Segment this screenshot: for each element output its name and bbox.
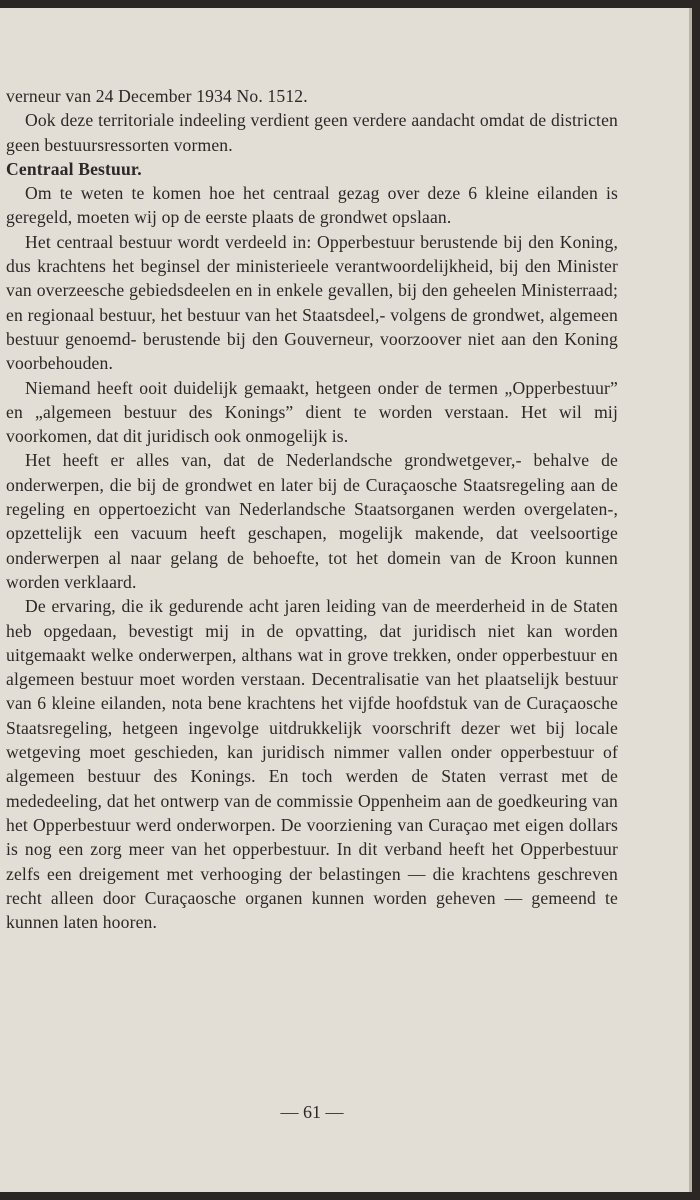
document-page — [0, 8, 692, 1192]
paragraph: Niemand heeft ooit duidelijk gemaakt, hetgeen onder de termen „Opperbestuur” en „algemeen bestuur des Konings” dient te worden verstaan. Het wil mij voorkomen, dat dit juridisch ook onmogelijk is. — [6, 377, 618, 447]
paragraph: De ervaring, die ik gedurende acht jaren leiding van de meerderheid in de Staten heb opgedaan, bevestigt mij in de opvatting, dat juridisch niet kan worden uitgemaakt welke onderwerpen, althans wat in grove trekken, onder opperbestuur en algemeen bestuur moet worden verstaan. Decentralisatie van het plaatselijk bestuur van 6 kleine eilanden, nota bene krachtens het vijfde hoofdstuk van de Curaçaosche Staatsregeling, hetgeen ingevolge uitdrukkelijk voorschrift dezer wet bij locale wetgeving moet geschieden, kan juridisch nimmer vallen onder opperbestuur of algemeen bestuur des Konings. En toch werden de Staten verrast met de mededeeling, dat het ontwerp van de commissie Oppenheim aan de goedkeuring van het Opperbestuur werd onderworpen. De voorziening van Curaçao met eigen dollars is nog een zorg meer van het opperbestuur. In dit verband heeft het Opperbestuur zelfs een dreigement met verhooging der belastingen — die krachtens geschreven recht alleen door Curaçaosche organen kunnen worden geheven — gemeend te kunnen laten hooren. — [6, 596, 618, 933]
body-text — [6, 84, 618, 934]
paragraph: Het centraal bestuur wordt verdeeld in: Opperbestuur berustende bij den Koning, dus krachtens het beginsel der ministerieele verantwoordelijkheid, bij den Minister van overzeesche gebiedsdeelen en in enkele gevallen, bij den geheelen Ministerraad; en regionaal bestuur, het bestuur van het Staatsdeel,- volgens de grondwet, algemeen bestuur genoemd- berustende bij den Gouverneur, voorzoover niet aan den Koning voorbehouden. — [6, 231, 618, 374]
page-number: — 61 — — [280, 1102, 344, 1122]
paragraph: Het heeft er alles van, dat de Nederlandsche grondwetgever,- behalve de onderwerpen, die bij de grondwet en later bij de Curaçaosche Staatsregeling aan de regeling en oppertoezicht van Nederlandsche Staatsorganen werden overgelaten-, opzettelijk een vacuum heeft geschapen, mogelijk makende, dat veelsoortige onderwerpen al naar gelang de behoefte, tot het domein van de Kroon kunnen worden verklaard. — [6, 450, 618, 592]
paragraph: Ook deze territoriale indeeling verdient geen verdere aandacht omdat de districten geen bestuursressorten vormen. — [6, 110, 618, 155]
section-heading: Centraal Bestuur. — [6, 158, 142, 179]
paragraph: Om te weten te komen hoe het centraal gezag over deze 6 kleine eilanden is geregeld, moeten wij op de eerste plaats de grondwet opslaan. — [6, 183, 618, 228]
paragraph: verneur van 24 December 1934 No. 1512. — [6, 86, 308, 106]
